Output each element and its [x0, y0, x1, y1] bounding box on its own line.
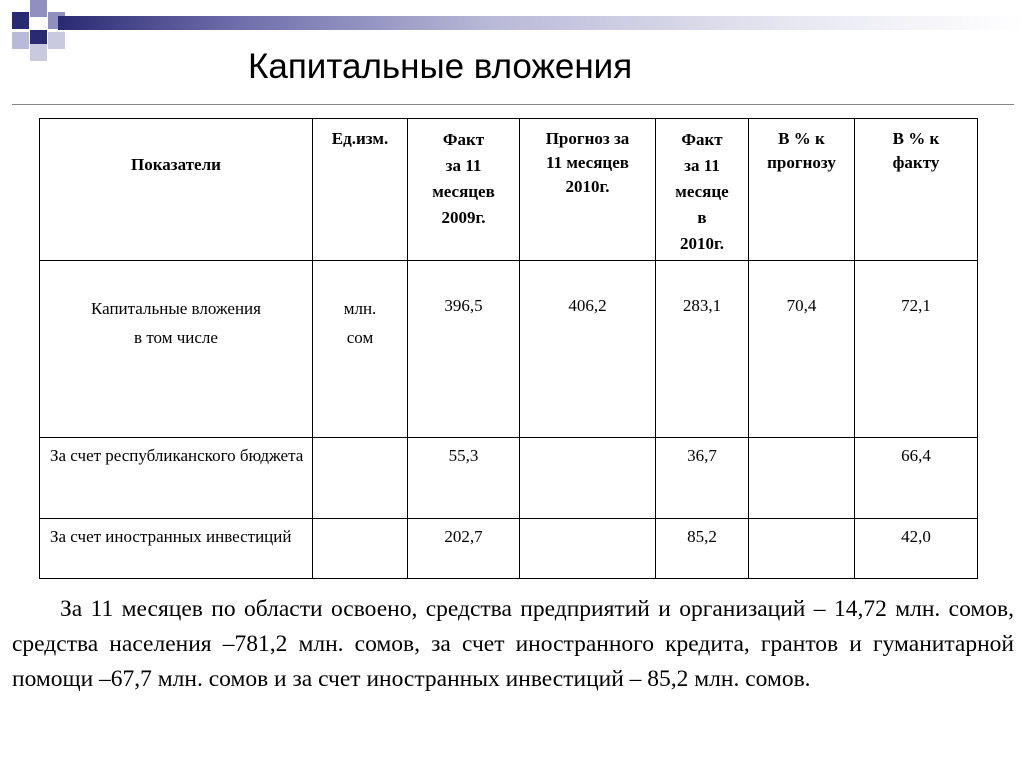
- cell-value: 85,2: [656, 519, 749, 579]
- cell-value: [749, 438, 855, 519]
- row-unit: [313, 519, 408, 579]
- table-row: [40, 438, 978, 519]
- cell-value: 66,4: [855, 438, 978, 519]
- header-pct-forecast: В % к прогнозу: [749, 119, 855, 261]
- header-unit: Ед.изм.: [313, 119, 408, 261]
- table-header-row: [40, 119, 978, 261]
- header-forecast-2010: Прогноз за 11 месяцев 2010г.: [520, 119, 656, 261]
- cell-value: 55,3: [408, 438, 520, 519]
- corner-squares-icon: [0, 0, 80, 62]
- slide-title: Капитальные вложения: [248, 47, 633, 86]
- row-label: Капитальные вложения в том числе: [40, 261, 313, 438]
- header-fact-2009: Факт за 11 месяцев 2009г.: [408, 119, 520, 261]
- summary-text: За 11 месяцев по области освоено, средства предприятий и организаций – 14,72 млн. сомов, средства населения –781,2 млн. сомов, за счет иностранного кредита, грантов и гуманитарной помощи –67,7 млн. сомов и за счет иностранных инвестиций – 85,2 млн. сомов.: [12, 596, 1014, 692]
- row-label: За счет иностранных инвестиций: [40, 519, 313, 579]
- table-row: [40, 519, 978, 579]
- cell-value: 202,7: [408, 519, 520, 579]
- cell-value: [520, 438, 656, 519]
- summary-paragraph: [12, 592, 1014, 697]
- header-indicators: Показатели: [40, 119, 313, 261]
- title-divider: [12, 104, 1014, 105]
- header-fact-2010: Факт за 11 месяце в 2010г.: [656, 119, 749, 261]
- cell-value: [749, 519, 855, 579]
- cell-value: 406,2: [520, 261, 656, 438]
- cell-value: 42,0: [855, 519, 978, 579]
- cell-value: 283,1: [656, 261, 749, 438]
- cell-value: 72,1: [855, 261, 978, 438]
- cell-value: 70,4: [749, 261, 855, 438]
- row-label: За счет республиканского бюджета: [40, 438, 313, 519]
- row-unit: [313, 438, 408, 519]
- table-row: [40, 261, 978, 438]
- header-pct-fact: В % к факту: [855, 119, 978, 261]
- header-gradient-bar: [58, 16, 1024, 30]
- cell-value: 396,5: [408, 261, 520, 438]
- row-unit: млн. сом: [313, 261, 408, 438]
- cell-value: 36,7: [656, 438, 749, 519]
- capital-investment-table: [39, 118, 978, 579]
- cell-value: [520, 519, 656, 579]
